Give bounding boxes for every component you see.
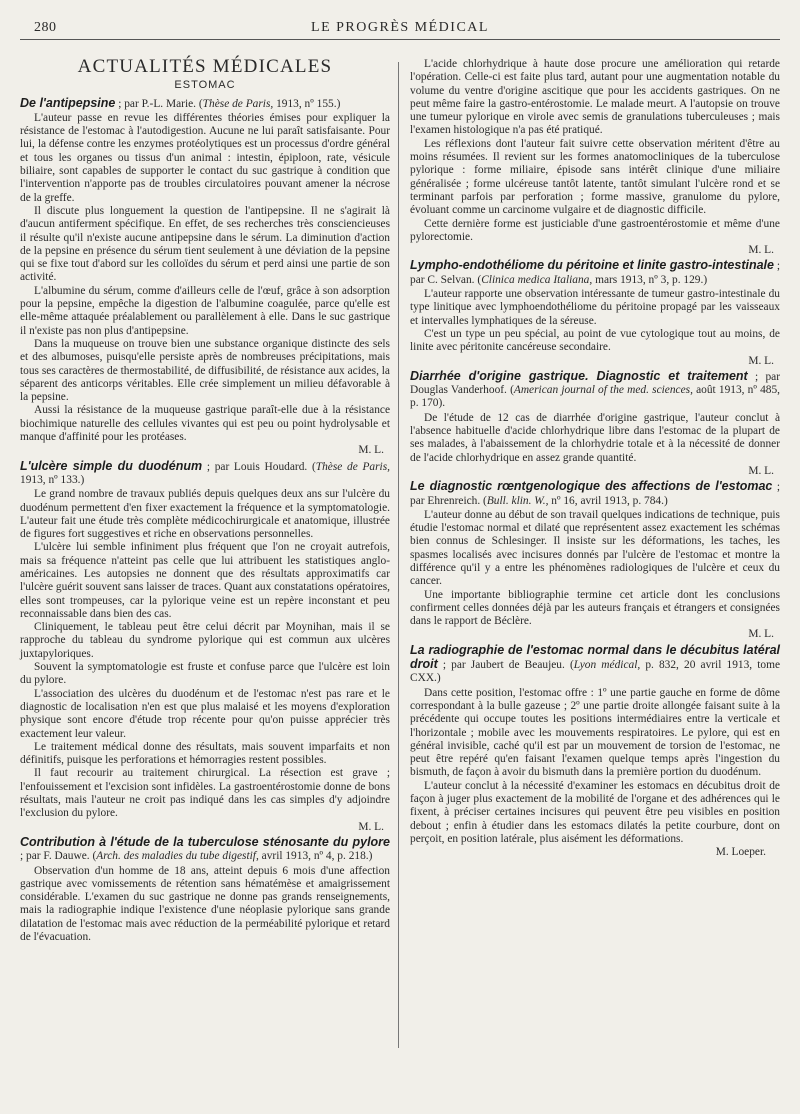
reference-details: p. 832, 20 avril 1913, tome CXX.) <box>410 659 781 685</box>
article-paragraph: Souvent la symptomatologie est fruste et confuse parce que l'ulcère est loin du pylore. <box>20 661 390 687</box>
article-reference <box>410 659 780 684</box>
left-column <box>20 50 390 946</box>
article-title: L'ulcère simple du duodénum <box>20 458 203 473</box>
reference-source: Clinica medica Italiana, <box>481 273 593 286</box>
reference-details: nº 16, avril 1913, p. 784.) <box>548 494 668 507</box>
article-paragraph: L'auteur rapporte une observation intéressante de tumeur gastro-intestinale du type linitique avec lymphoendothéliome du péritoine propagé par les vaisseaux et intervalles lymphatiques de la séreuse. <box>410 288 780 327</box>
article-title: Le diagnostic rœntgenologique des affections de l'estomac <box>410 479 773 494</box>
article-paragraph: Les réflexions dont l'auteur fait suivre cette observation méritent d'être au moins résumées. Il revient sur les formes anatomocliniques de la tuberculose pylorique : forme miliaire, épisode sans intérêt clinique d'une miliaire généralisée ; forme ulcéreuse tantôt latente, tantôt simulant l'ulcère rond et se terminant parfois par perforation ; forme massive, granulome du pylore, évoluant comme un carcinome vulgaire et de diagnostic difficile. <box>410 137 780 217</box>
article-paragraph: L'association des ulcères du duodénum et de l'estomac n'est pas rare et le diagnostic de localisation n'en est que plus malaisé et les moyens d'exploration physique sont encore d'étude trop récente pour qu'on puisse apprécier très exactement leur valeur. <box>20 687 390 740</box>
article-heading <box>20 460 390 488</box>
article-paragraph: De l'étude de 12 cas de diarrhée d'origine gastrique, l'auteur conclut à l'absence habituelle d'acide chlorhydrique libre dans l'estomac de la plupart de ses malades, à l'abaissement de la chlorhydrie totale et à la nécessité de donner de l'acide chlorhydrique en assez grande quantité. <box>410 411 780 464</box>
article-heading <box>410 644 780 686</box>
article-paragraph: C'est un type un peu spécial, au point de vue cytologique tout au moins, de linite avec péritonite cancéreuse secondaire. <box>410 327 780 354</box>
article-heading <box>410 370 780 411</box>
article-title: Contribution à l'étude de la tuberculose sténosante du pylore <box>20 834 390 849</box>
article-paragraph: Il discute plus longuement la question de l'antipepsine. Il ne s'agirait là d'aucun antiferment spécifique. En effet, de ses recherches très consciencieuses il résulte qu'il n'existe aucune antipepsine dans le sérum. La diminution d'action de la pepsine en présence du sérum tient seulement à une déviation de la pepsine qui se fixe tout d'abord sur les colloïdes du sérum et perd ainsi une partie de son activité. <box>20 204 390 284</box>
reference-details: 1913, nº 133.) <box>20 473 85 486</box>
article-signature: M. Loeper. <box>715 846 766 859</box>
reference-source: Thèse de Paris, <box>315 460 390 473</box>
article-reference <box>115 98 340 110</box>
article-reference <box>20 850 372 862</box>
article-signature: M. L. <box>748 464 774 477</box>
reference-prefix: ; par Louis Houdard. ( <box>202 460 316 473</box>
article-signature: M. L. <box>748 628 774 641</box>
article-continued <box>410 58 780 257</box>
article-paragraph: L'ulcère lui semble infiniment plus fréquent que l'on ne croyait autrefois, mais sa fréquence n'atteint pas celle que lui attribuent les statistiques anglo-américaines. Les autopsies ne donnent que des résultats approximatifs car l'ulcère guérit souvent sans laisser de traces. Quant aux constatations opératoires, elles sont trompeuses, car la pylorique veine est un repère inconstant et peu reconnaissable dans bien des cas. <box>20 541 390 620</box>
page-header <box>0 0 800 40</box>
reference-prefix: ; par C. Selvan. ( <box>410 260 780 286</box>
article <box>410 644 780 860</box>
article-paragraph: Dans la muqueuse on trouve bien une substance organique distincte des sels et des albumoses, puisqu'elle persiste après de nombreuses précipitations, mais tous ses caractères de thermostabilité, de diffusibilité, de résistance aux acides, la séparent des anticorps véritables. Elle crée simplement un milieu défavorable à la pepsine. <box>20 337 390 404</box>
article-paragraph: Aussi la résistance de la muqueuse gastrique paraît-elle due à la résistance biochimique naturelle des cellules vivantes qui est peu ou point hydrolysable et manque d'affinité pour les protéases. <box>20 404 390 444</box>
section-title: ACTUALITÉS MÉDICALES <box>77 56 333 77</box>
article-paragraph: L'auteur donne au début de son travail quelques indications de technique, puis étudie l'estomac normal et dilaté que représentent assez exactement les schémas bien connus de Schlesinger. Il insiste sur les déformations, les taches, les spasmes localisés avec incisures donnés par l'ulcère de l'estomac et montre la différence qu'il y a entre les phénomènes radiologiques de l'ulcère et ceux du cancer. <box>410 508 780 588</box>
article-paragraph: Dans cette position, l'estomac offre : 1º une partie gauche en forme de dôme correspondant à la bulle gazeuse ; 2º une partie droite allongée faisant suite à la précédente qui occupe toutes les positions intermédiaires entre la verticale et l'horizontale ; mobile avec les mouvements respiratoires. Le pylore, qui est en général invisible, caché qu'il est par un mouvement de torsion de l'estomac, ne peut être repéré qu'en faisant l'examen quelque temps après l'ingestion du bismuth, de façon à avoir du bismuth dans la première portion du duodénum. <box>410 686 780 779</box>
article-title: De l'antipepsine <box>20 95 116 110</box>
article-heading <box>410 480 780 508</box>
column-divider <box>398 62 399 1048</box>
article-paragraph: L'auteur passe en revue les différentes théories émises pour expliquer la résistance de l'estomac à l'autodigestion. Aucune ne lui paraît satisfaisante. Pour lui, la défense contre les enzymes protéolytiques est un processus d'ordre général et tous les organes ou tissus d'un animal : intestin, épiploon, rate, vésicule biliaire, sont capables de supporter le contact du suc gastrique à condition que l'intervention n'apporte pas de troubles circulatoires pouvant amener la nécrose de la greffe. <box>20 111 390 204</box>
reference-prefix: ; par Ehrenreich. ( <box>410 481 781 507</box>
article-heading <box>20 97 390 111</box>
article-paragraph: Il faut recourir au traitement chirurgical. La résection est grave ; l'enfouissement et l'excision sont infidèles. La gastroentérostomie donne de bons résultats, mais l'auteur ne croit pas indiqué dans les cas simples d'y adjoindre l'exclusion du pylore. <box>20 767 390 820</box>
article <box>20 460 390 834</box>
article <box>20 97 390 458</box>
reference-source: Arch. des maladies du tube digestif, <box>96 850 259 863</box>
reference-source: Thèse de Paris, <box>202 97 274 110</box>
reference-prefix: ; par F. Dauwe. ( <box>20 850 97 863</box>
article-heading <box>410 259 780 287</box>
reference-source: Lyon médical, <box>573 659 641 672</box>
article-title: La radiographie de l'estomac normal dans le décubitus latéral droit <box>410 642 780 672</box>
article-signature: M. L. <box>748 354 774 367</box>
article-signature: M. L. <box>358 820 384 833</box>
reference-prefix: ; par Jaubert de Beaujeu. ( <box>437 659 574 672</box>
reference-source: American journal of the med. sciences, <box>513 384 693 397</box>
reference-prefix: ; par P.-L. Marie. ( <box>115 97 203 110</box>
running-title: LE PROGRÈS MÉDICAL <box>311 20 489 35</box>
subsection-title: ESTOMAC <box>174 79 236 92</box>
article-signature: M. L. <box>358 444 384 457</box>
reference-details: août 1913, nº 485, p. 170). <box>410 384 781 410</box>
article-paragraph: Le grand nombre de travaux publiés depuis quelques deux ans sur l'ulcère du duodénum permettent d'en fixer exactement la fréquence et la symptomatologie. L'auteur fait une étude très complète médicochirurgicale et anatomique, illustrée de figures fort suggestives et riche en observations personnelles. <box>20 488 390 541</box>
article <box>410 480 780 642</box>
article-title: Lympho-endothéliome du péritoine et linite gastro-intestinale <box>410 258 774 273</box>
article-signature: M. L. <box>748 244 774 257</box>
article-paragraph: Cliniquement, le tableau peut être celui décrit par Moynihan, mais il se rapproche du tableau du syndrome pylorique qui est commun aux ulcères juxtapyloriques. <box>20 621 390 660</box>
article <box>20 836 390 944</box>
reference-source: Bull. klin. W., <box>486 494 549 507</box>
page-number: 280 <box>34 20 57 35</box>
article-heading <box>20 836 390 864</box>
article-paragraph: Le traitement médical donne des résultats, mais souvent imparfaits et non définitifs, puisque les perforations et hémorragies restent possibles. <box>20 740 390 767</box>
article-paragraph: L'albumine du sérum, comme d'ailleurs celle de l'œuf, grâce à son adsorption pour la pepsine, empêche la digestion de l'albumine coagulée, parce qu'elle est elle-même attaquée préalablement ou parallèlement à elle. Dans le suc gastrique il n'existe pas non plus d'antipepsine. <box>20 284 390 337</box>
article-title: Diarrhée d'origine gastrique. Diagnostic et traitement <box>410 368 748 383</box>
reference-details: 1913, nº 155.) <box>273 97 341 110</box>
reference-details: avril 1913, nº 4, p. 218.) <box>258 850 373 863</box>
article-paragraph: Observation d'un homme de 18 ans, atteint depuis 6 mois d'une affection gastrique avec vomissements de rétention sans hématémèse et amaigrissement considérable. L'examen du suc gastrique ne donne pas grands renseignements, mais la radiographie indique l'existence d'une néoplasie pylorique sans grande dilatation de l'estomac mais avec réduction de la perméabilité pylorique et retard de l'évacuation. <box>20 864 390 943</box>
reference-details: mars 1913, nº 3, p. 129.) <box>592 273 708 286</box>
header-rule <box>20 39 780 40</box>
right-column <box>410 58 780 862</box>
reference-prefix: ; par Douglas Vanderhoof. ( <box>410 370 780 397</box>
article-paragraph: L'acide chlorhydrique à haute dose procure une amélioration qui retarde l'opération. Celle-ci est faite plus tard, autant pour une augmentation notable du volume du ventre d'origine ascitique que pour les accidents gastriques. On ne peut même faire la gastro-entérostomie. Le malade meurt. A l'autopsie on trouve une tumeur pylorique en virole avec semis de granulations tuberculeuses ; mais l'examen histologique n'a pas été pratiqué. <box>410 58 780 137</box>
article-paragraph: L'auteur conclut à la nécessité d'examiner les estomacs en décubitus droit de façon à juger plus exactement de la mobilité de l'organe et des adhérences qui le fixent, à préciser certaines incisures qui peuvent être peu visibles en position debout ; enfin à étudier dans les estomacs dilatés la petite courbure, dont on perçoit, en position latérale, plus aisément les déformations. <box>410 779 780 845</box>
article <box>410 370 780 478</box>
article-paragraph: Une importante bibliographie termine cet article dont les conclusions confirment celles données déjà par les auteurs français et étrangers et consignées dans le rapport de Béclère. <box>410 588 780 628</box>
article <box>410 259 780 367</box>
article-paragraph: Cette dernière forme est justiciable d'une gastroentérostomie et même d'une pylorectomie. <box>410 217 780 243</box>
